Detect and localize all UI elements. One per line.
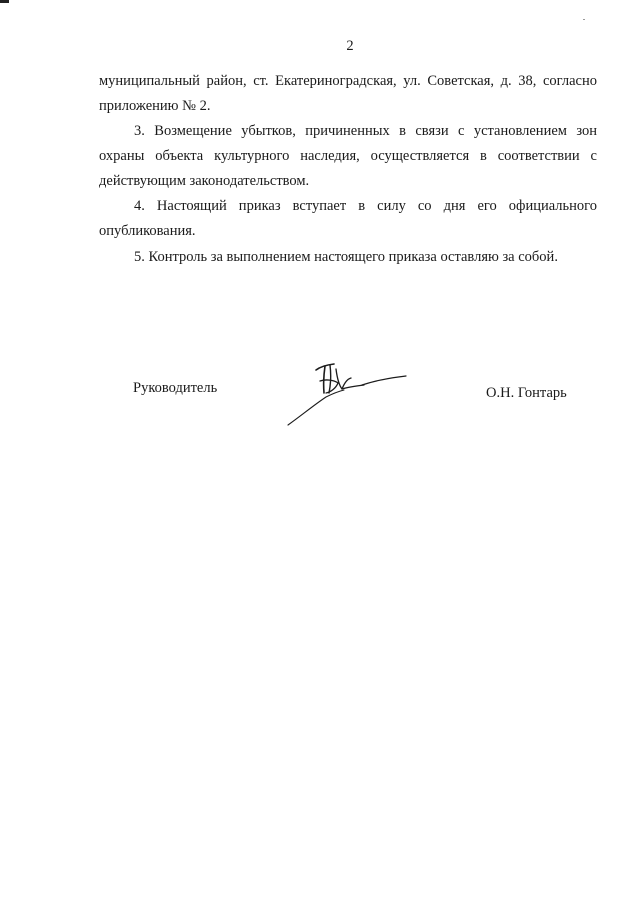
scan-speck (583, 19, 585, 20)
scan-edge-mark (0, 0, 9, 3)
page-number: 2 (346, 38, 354, 54)
paragraph-item-5: 5. Контроль за выполнением настоящего приказа оставляю за собой. (134, 249, 558, 265)
paragraph-item-4: 4. Настоящий приказ вступает в силу со дня его официального опубликования. (99, 198, 597, 239)
signatory-title: Руководитель (133, 380, 218, 396)
paragraph-item-3: 3. Возмещение убытков, причиненных в связи с установлением зон охраны объекта культурного наследия, осуществляется в соответствии с действующим законодательством. (99, 123, 597, 189)
signatory-name: О.Н. Гонтарь (486, 385, 567, 401)
paragraph-continuation: муниципальный район, ст. Екатериноградская, ул. Советская, д. 38, согласно приложению № 2. (99, 73, 597, 114)
handwritten-signature (284, 353, 414, 429)
